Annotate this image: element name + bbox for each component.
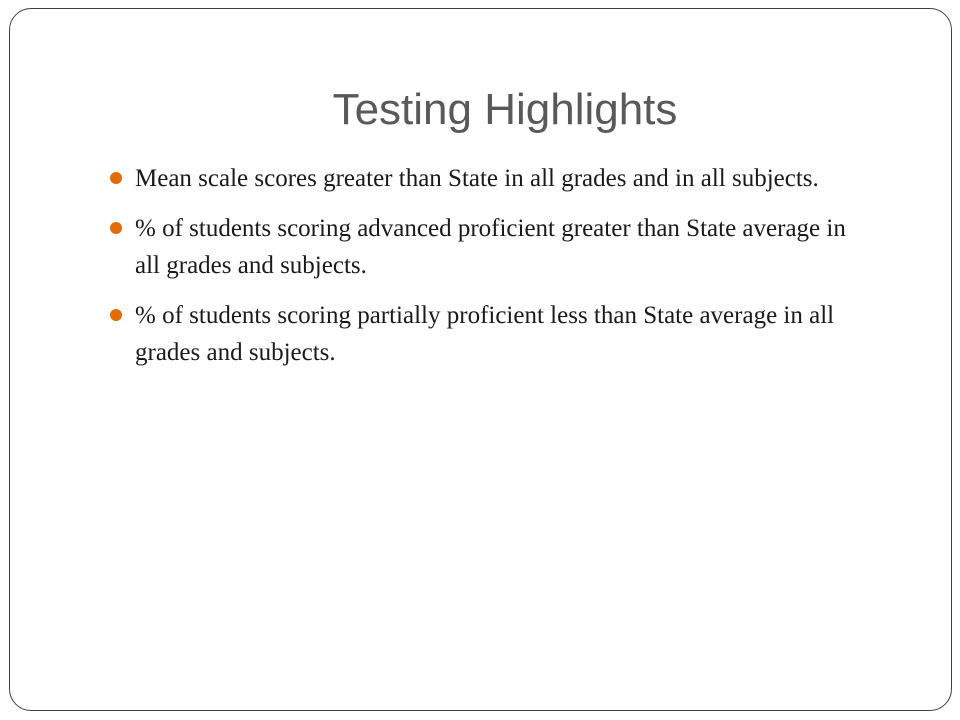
bullet-item — [105, 160, 865, 197]
bullet-dot-icon — [110, 309, 122, 321]
bullet-item — [105, 297, 865, 371]
bullet-dot-icon — [110, 172, 122, 184]
bullet-text: % of students scoring advanced proficient greater than State average in all grades and subjects. — [135, 215, 846, 279]
slide-title: Testing Highlights — [332, 85, 678, 134]
bullet-list — [105, 160, 865, 384]
bullet-text: Mean scale scores greater than State in all grades and in all subjects. — [135, 165, 819, 192]
bullet-dot-icon — [110, 222, 122, 234]
bullet-text: % of students scoring partially proficient less than State average in all grades and subjects. — [135, 302, 835, 366]
bullet-item — [105, 210, 865, 284]
